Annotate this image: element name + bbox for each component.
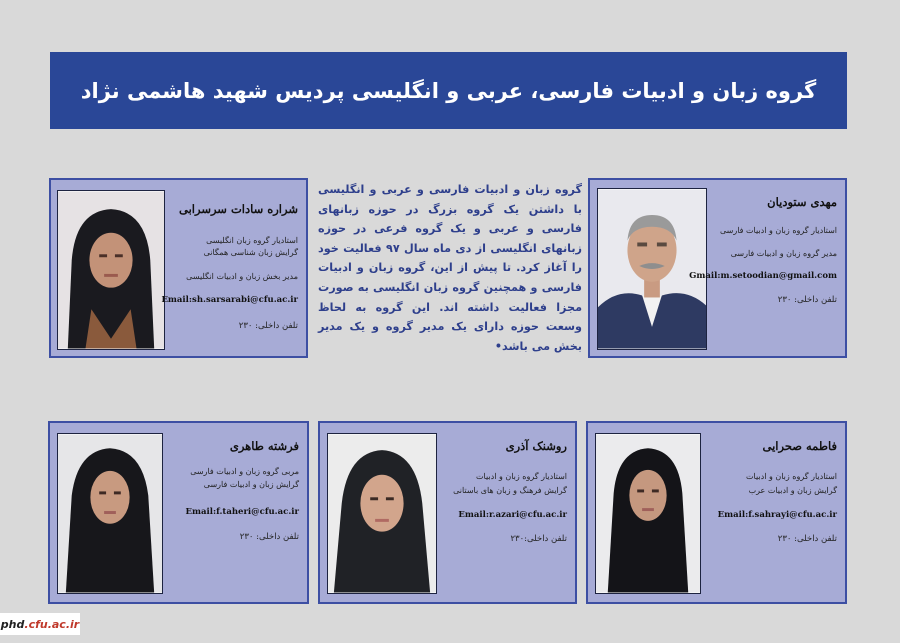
person-email[interactable]: Email:f.sahrayi@cfu.ac.ir [717,510,837,520]
person-phone: تلفن داخلی: ۲۳۰ [239,532,299,542]
person-specialty: گرایش زبان شناسی همگانی [203,248,298,257]
portrait-woman-image [328,434,436,593]
person-phone: تلفن داخلی: ۲۳۰ [777,295,837,305]
portrait-woman-image [58,434,162,593]
person-title: استادیار گروه زبان و ادبیات [746,472,837,481]
person-title: مربی گروه زبان و ادبیات فارسی [190,467,299,476]
page-banner [50,52,847,129]
person-title: استادیار گروه زبان و ادبیات [476,472,567,481]
card-sarsarabi [49,178,308,358]
person-specialty: گرایش زبان و ادبیات فارسی [203,480,299,489]
person-title: استادیار گروه زبان انگلیسی [206,236,298,245]
person-role: مدیر بخش زبان و ادبیات انگلیسی [186,272,298,281]
watermark-prefix: phd [0,617,25,631]
person-role: مدیر گروه زبان و ادبیات فارسی [730,249,837,258]
person-email[interactable]: Gmail:m.setoodian@gmail.com [689,271,837,281]
card-azari [318,421,577,604]
person-name: مهدی ستودیان [767,195,837,209]
photo-setoodian [597,188,707,350]
site-watermark[interactable] [0,613,80,635]
card-taheri [48,421,309,604]
person-phone: تلفن داخلی: ۲۳۰ [777,534,837,544]
person-phone: تلفن داخلی: ۲۳۰ [238,321,298,331]
person-specialty: گرایش فرهنگ و زبان های باستانی [453,486,567,495]
person-name: فرشته طاهری [229,439,299,453]
person-email[interactable]: Email:f.taheri@cfu.ac.ir [185,507,299,517]
group-description: گروه زبان و ادبیات فارسی و عربی و انگلیسی با داشتن یک گروه بزرگ در حوزه زبانهای فارسی و عربی و یک گروه فرعی در حوزه زبانهای انگلیسی از دی ماه سال ۹۷ فعالیت خود را آغاز کرد. تا پیش از این، گروه زبان و ادبیات فارسی و همچنین گروه زبان انگلیسی به صورت مجزا فعالیت داشته اند. این گروه به لحاظ وسعت حوزه دارای یک مدیر گروه و یک مدیر بخش می باشد• [318,183,583,353]
photo-taheri [57,433,163,594]
person-title: استادیار گروه زبان و ادبیات فارسی [719,226,837,235]
portrait-woman-image [58,191,164,349]
person-phone: تلفن داخلی:۲۳۰ [510,534,567,544]
person-name: شراره سادات سرسرابی [179,202,298,216]
person-name: روشنک آذری [505,439,567,453]
photo-azari [327,433,437,594]
page-title: گروه زبان و ادبیات فارسی، عربی و انگلیسی پردیس شهید هاشمی نژاد [80,78,817,103]
person-email[interactable]: Email:sh.sarsarabi@cfu.ac.ir [161,295,298,305]
card-sahrayi [586,421,847,604]
portrait-man-image [598,189,706,349]
person-email[interactable]: Email:r.azari@cfu.ac.ir [458,510,567,520]
person-name: فاطمه صحرایی [762,439,837,453]
photo-sarsarabi [57,190,165,350]
photo-sahrayi [595,433,701,594]
portrait-woman-image [596,434,700,593]
card-setoodian [588,178,847,358]
person-specialty: گرایش زبان و ادبیات عرب [748,486,837,495]
watermark-domain: .cfu.ac.ir [24,617,80,631]
